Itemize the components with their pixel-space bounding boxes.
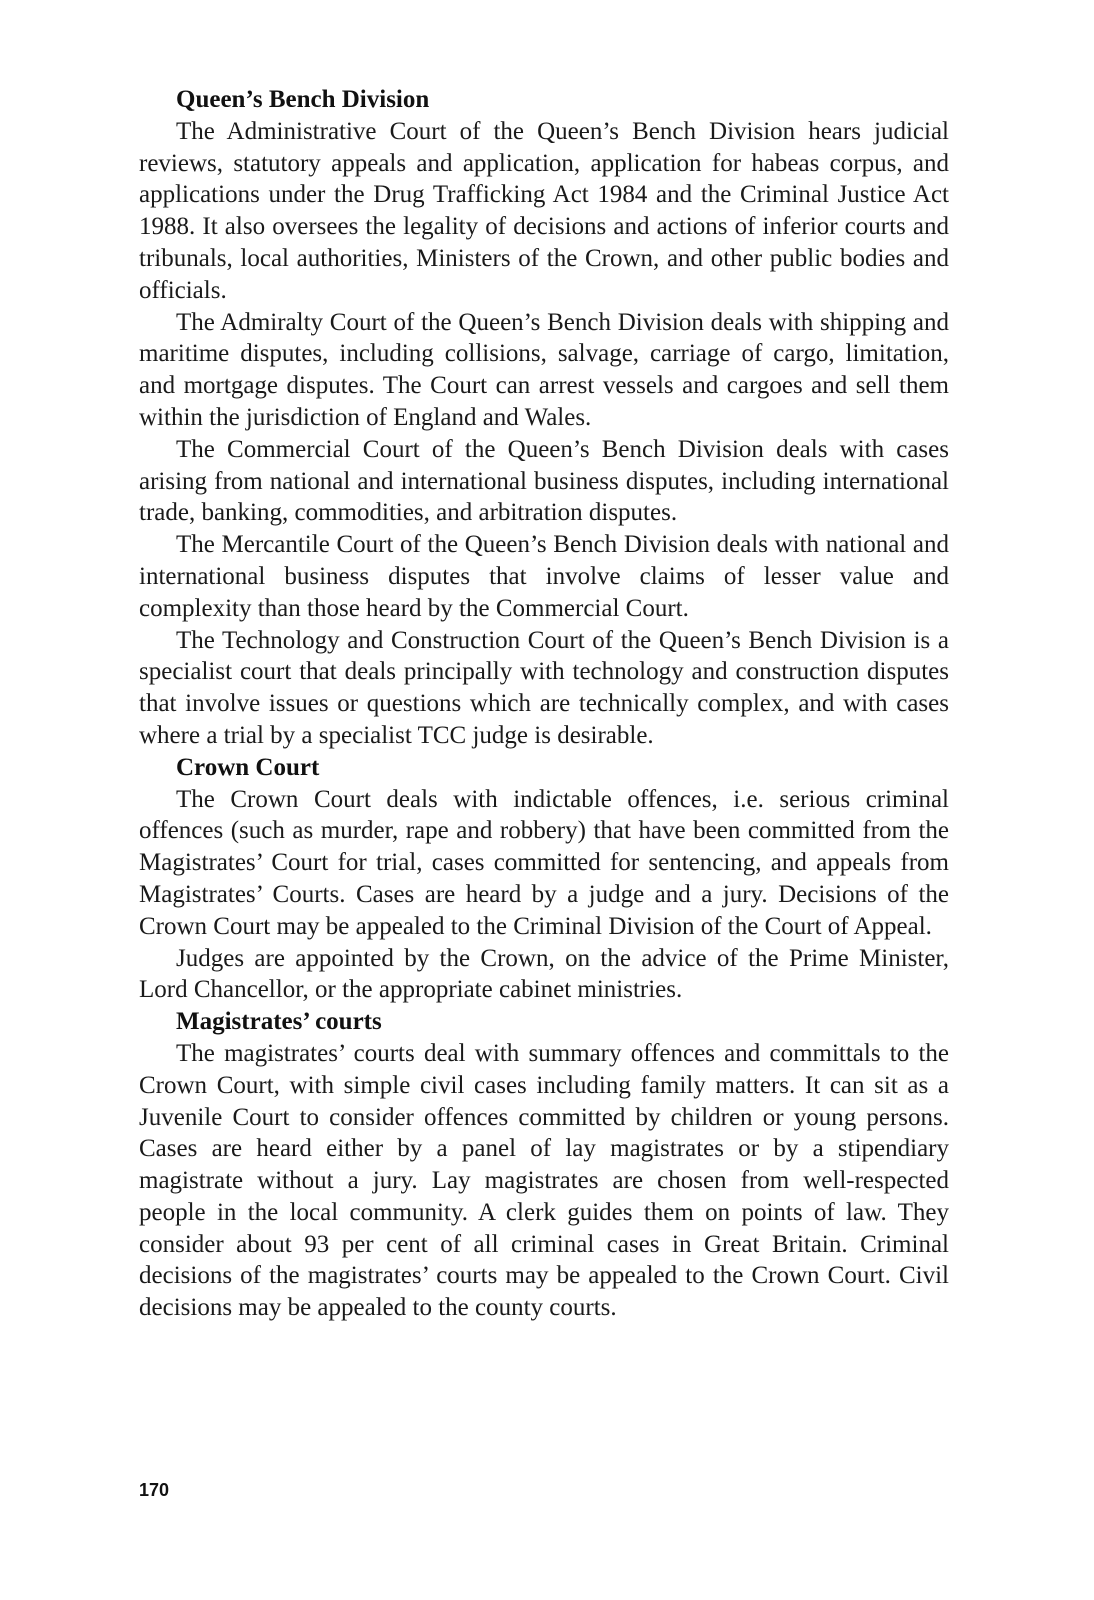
paragraph-magistrates-courts: The magistrates’ courts deal with summary offences and committals to the Crown Court, with simple civil cases including family matters. It can sit as a Juvenile Court to consider offences committed by children or young persons. Cases are heard either by a panel of lay magistrates or by a stipendiary magistrate without a jury. Lay magistrates are chosen from well-respected people in the local community. A clerk guides them on points of law. They consider about 93 per cent of all criminal cases in Great Britain. Criminal decisions of the magistrates’ courts may be appealed to the Crown Court. Civil decisions may be appealed to the county courts.: [139, 1039, 949, 1322]
paragraph-crown-court: The Crown Court deals with indictable offences, i.e. serious criminal offences (such as murder, rape and robbery) that have been committed from the Magistrates’ Court for trial, cases committed for sentencing, and appeals from Magistrates’ Courts. Cases are heard by a judge and a jury. Decisions of the Crown Court may be appealed to the Criminal Division of the Court of Appeal.: [139, 785, 949, 940]
paragraph-technology-construction-court: The Technology and Construction Court of the Queen’s Bench Division is a specialist court that deals principally with technology and construction disputes that involve issues or questions which are technically complex, and with cases where a trial by a specialist TCC judge is desirable.: [139, 626, 949, 749]
paragraph-mercantile-court: The Mercantile Court of the Queen’s Bench Division deals with national and international business disputes that involve claims of lesser value and complexity than those heard by the Commercial Court.: [139, 531, 949, 622]
paragraph-commercial-court: The Commercial Court of the Queen’s Bench Division deals with cases arising from national and international business disputes, including international trade, banking, commodities, and arbitration disputes.: [139, 435, 949, 527]
page-body: [139, 84, 949, 1324]
section-heading-queens-bench: Queen’s Bench Division: [176, 86, 430, 113]
paragraph-admiralty-court: The Admiralty Court of the Queen’s Bench Division deals with shipping and maritime disputes, including collisions, salvage, carriage of cargo, limitation, and mortgage disputes. The Court can arrest vessels and cargoes and sell them within the jurisdiction of England and Wales.: [139, 308, 949, 431]
paragraph-judges-appointed: Judges are appointed by the Crown, on the advice of the Prime Minister, Lord Chancellor, or the appropriate cabinet ministries.: [139, 944, 949, 1004]
paragraph-administrative-court: The Administrative Court of the Queen’s Bench Division hears judicial reviews, statutory appeals and application, application for habeas corpus, and applications under the Drug Trafficking Act 1984 and the Criminal Justice Act 1988. It also oversees the legality of decisions and actions of inferior courts and tribunals, local authorities, Ministers of the Crown, and other public bodies and officials.: [139, 117, 949, 304]
section-heading-magistrates-courts: Magistrates’ courts: [176, 1008, 382, 1036]
section-heading-crown-court: Crown Court: [176, 753, 320, 781]
page-number: 170: [139, 1480, 170, 1500]
